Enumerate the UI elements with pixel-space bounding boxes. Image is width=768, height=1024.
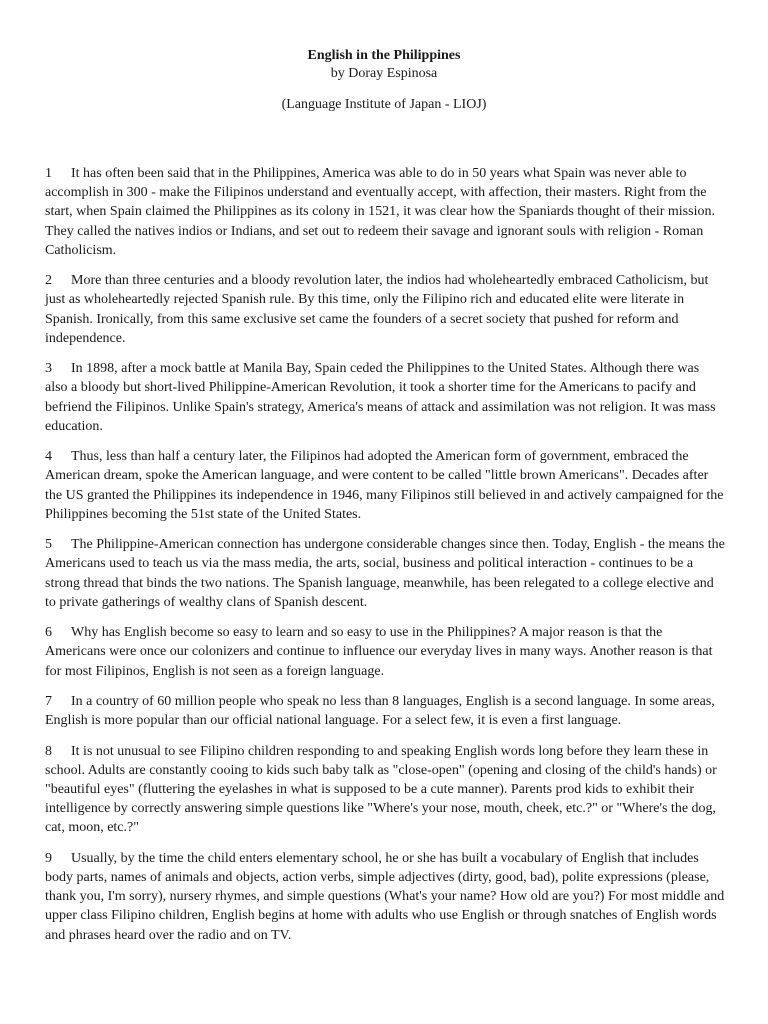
paragraph-4 [45,447,725,524]
paragraph-text: It is not unusual to see Filipino children responding to and speaking English words long before they learn these in school. Adults are constantly cooing to kids such baby talk as "close-open" (opening and closing of the child's hands) or "beautiful eyes" (fluttering the eyelashes in what is supposed to be a cute manner). Parents prod kids to exhibit their intelligence by correctly answering simple questions like "Where's your nose, mouth, cheek, etc.?" or "Where's the dog, cat, moon, etc.?" [45,743,717,836]
paragraph-text: More than three centuries and a bloody revolution later, the indios had wholeheartedly embraced Catholicism, but just as wholeheartedly rejected Spanish rule. By this time, only the Filipino rich and educated elite were literate in Spanish. Ironically, from this same exclusive set came the founders of a secret society that pushed for reform and independence. [45,273,709,346]
paragraph-5 [45,535,725,612]
document-author: by Doray Espinosa [330,66,438,81]
paragraph-number: 3 [45,361,52,377]
paragraph-text: The Philippine-American connection has undergone considerable changes since then. Today, English - the means the Americans used to teach us via the mass media, the arts, social, business and political interaction - continues to be a strong thread that binds the two nations. The Spanish language, meanwhile, has been relegated to a college elective and to private gatherings of wealthy clans of Spanish descent. [45,537,725,610]
paragraph-text: Thus, less than half a century later, the Filipinos had adopted the American form of government, embraced the American dream, spoke the American language, and were content to be called "little brown Americans". Decades after the US granted the Philippines its independence in 1946, many Filipinos still believed in and actively campaigned for the Philippines becoming the 51st state of the United States. [45,449,724,522]
paragraph-number: 8 [45,743,52,759]
document-body [45,164,725,956]
paragraph-8 [45,742,725,838]
paragraph-6 [45,623,725,681]
paragraph-9 [45,849,725,945]
paragraph-number: 2 [45,273,52,289]
paragraph-text: Usually, by the time the child enters elementary school, he or she has built a vocabulary of English that includes body parts, names of animals and objects, action verbs, simple adjectives (dirty, good, bad), polite expressions (please, thank you, I'm sorry), nursery rhymes, and simple questions (What's your name? How old are you?) For most middle and upper class Filipino children, English begins at home with adults who use English or through snatches of English words and phrases heard over the radio and on TV. [45,850,725,943]
paragraph-number: 1 [45,166,52,181]
paragraph-text: Why has English become so easy to learn and so easy to use in the Philippines? A major reason is that the Americans were once our colonizers and continue to influence our everyday lives in many ways. Another reason is that for most Filipinos, English is not seen as a foreign language. [45,625,713,679]
paragraph-2 [45,271,725,348]
paragraph-number: 9 [45,850,52,866]
paragraph-number: 7 [45,694,52,709]
paragraph-1 [45,164,725,260]
paragraph-text: In 1898, after a mock battle at Manila Bay, Spain ceded the Philippines to the United States. Although there was also a bloody but short-lived Philippine-American Revolution, it took a shorter time for the Americans to pacify and befriend the Filipinos. Unlike Spain's strategy, America's means of attack and assimilation was not religion. It was mass education. [45,361,716,434]
paragraph-number: 6 [45,625,52,641]
paragraph-3 [45,359,725,436]
paragraph-text: In a country of 60 million people who speak no less than 8 languages, English is a second language. In some areas, English is more popular than our official national language. For a select few, it is even a first language. [45,694,715,729]
paragraph-number: 5 [45,537,52,553]
document-title: English in the Philippines [307,48,461,63]
paragraph-7 [45,692,725,730]
paragraph-number: 4 [45,449,52,465]
paragraph-text: It has often been said that in the Philippines, America was able to do in 50 years what Spain was never able to accomplish in 300 - make the Filipinos understand and eventually accept, with affection, their masters. Right from the start, when Spain claimed the Philippines as its colony in 1521, it was clear how the Spaniards thought of their mission. They called the natives indios or Indians, and set out to redeem their savage and ignorant souls with religion - Roman Catholicism. [45,166,715,258]
document-affiliation: (Language Institute of Japan - LIOJ) [281,97,487,112]
